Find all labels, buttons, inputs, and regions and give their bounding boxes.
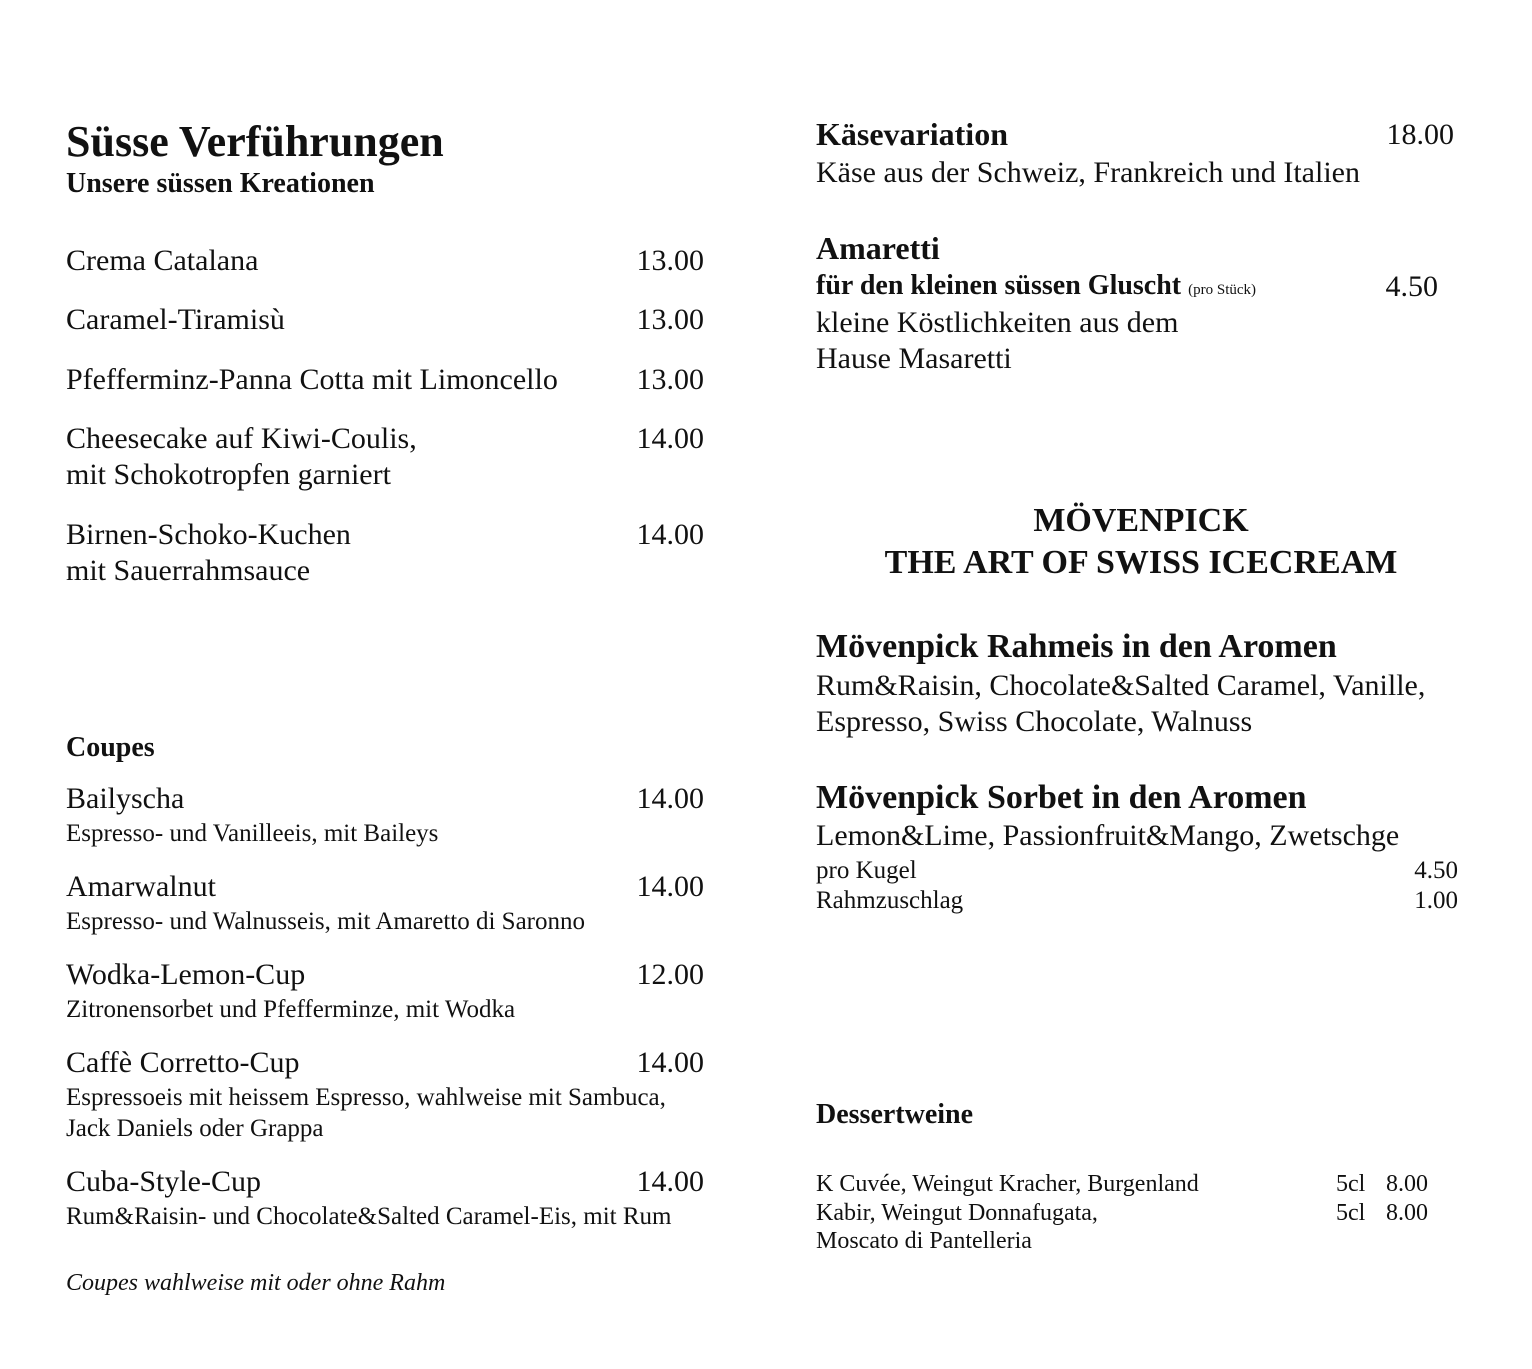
dessert-name-cont: mit Sauerrahmsauce (66, 554, 311, 587)
coupe-description: Espressoeis mit heissem Espresso, wahlweise mit Sambuca, (66, 1084, 666, 1111)
dessert-price: 14.00 (636, 518, 704, 551)
coupe-price: 14.00 (636, 1046, 704, 1079)
dessert-name-cont: mit Schokotropfen garniert (66, 458, 391, 491)
dessert-name: Caramel-Tiramisù (66, 303, 285, 336)
coupe-description-cont: Jack Daniels oder Grappa (66, 1115, 324, 1142)
coupe-description: Espresso- und Walnusseis, mit Amaretto di Saronno (66, 908, 586, 935)
coupe-description: Zitronensorbet und Pfefferminze, mit Wodka (66, 996, 516, 1023)
wine-size: 5cl (1336, 1171, 1366, 1197)
kugel-label: pro Kugel (816, 857, 917, 884)
coupes-footnote: Coupes wahlweise mit oder ohne Rahm (66, 1270, 446, 1296)
amaretti-line (816, 270, 1256, 302)
coupe-description: Rum&Raisin- und Chocolate&Salted Caramel-Eis, mit Rum (66, 1203, 672, 1230)
wine-price: 8.00 (1386, 1171, 1428, 1197)
kase-title: Käsevariation (816, 116, 1008, 152)
coupe-description: Espresso- und Vanilleeis, mit Baileys (66, 820, 439, 847)
movenpick-heading: MÖVENPICK (1033, 502, 1249, 539)
coupes-heading: Coupes (66, 732, 155, 763)
coupe-name: Caffè Corretto-Cup (66, 1046, 300, 1079)
wine-name: K Cuvée, Weingut Kracher, Burgenland (816, 1171, 1199, 1197)
sorbet-title: Mövenpick Sorbet in den Aromen (816, 779, 1307, 816)
coupe-price: 14.00 (636, 1165, 704, 1198)
dessert-name: Birnen-Schoko-Kuchen (66, 518, 351, 551)
kase-price: 18.00 (1386, 118, 1454, 151)
rahmeis-flavours-cont: Espresso, Swiss Chocolate, Walnuss (816, 705, 1253, 738)
sorbet-flavours: Lemon&Lime, Passionfruit&Mango, Zwetschge (816, 819, 1400, 852)
amaretti-title: Amaretti (816, 230, 940, 266)
coupe-price: 12.00 (636, 958, 704, 991)
dessert-name: Cheesecake auf Kiwi-Coulis, (66, 422, 417, 455)
dessert-price: 13.00 (636, 303, 704, 336)
dessertweine-heading: Dessertweine (816, 1099, 974, 1130)
dessert-price: 13.00 (636, 363, 704, 396)
kase-description: Käse aus der Schweiz, Frankreich und Italien (816, 156, 1360, 189)
coupe-price: 14.00 (636, 782, 704, 815)
coupe-name: Wodka-Lemon-Cup (66, 958, 306, 991)
page-title: Süsse Verführungen (66, 117, 444, 166)
amaretti-price: 4.50 (1385, 270, 1438, 303)
rahmeis-flavours: Rum&Raisin, Chocolate&Salted Caramel, Vanille, (816, 669, 1426, 702)
coupe-name: Bailyscha (66, 782, 185, 815)
amaretti-note: (pro Stück) (1188, 282, 1257, 298)
coupe-name: Amarwalnut (66, 870, 216, 903)
rahmeis-title: Mövenpick Rahmeis in den Aromen (816, 628, 1337, 665)
wine-name-cont: Moscato di Pantelleria (816, 1228, 1032, 1254)
rahm-price: 1.00 (1414, 887, 1458, 914)
amaretti-description-cont: Hause Masaretti (816, 342, 1012, 375)
coupe-price: 14.00 (636, 870, 704, 903)
coupe-name: Cuba-Style-Cup (66, 1165, 261, 1198)
amaretti-line-text: für den kleinen süssen Gluscht (816, 270, 1182, 301)
movenpick-subheading: THE ART OF SWISS ICECREAM (884, 544, 1398, 581)
dessert-name: Crema Catalana (66, 244, 259, 277)
kugel-price: 4.50 (1414, 857, 1458, 884)
dessert-price: 14.00 (636, 422, 704, 455)
amaretti-description: kleine Köstlichkeiten aus dem (816, 306, 1179, 339)
wine-name: Kabir, Weingut Donnafugata, (816, 1200, 1098, 1226)
page-subtitle: Unsere süssen Kreationen (66, 168, 375, 199)
dessert-price: 13.00 (636, 244, 704, 277)
rahm-label: Rahmzuschlag (816, 887, 964, 914)
wine-size: 5cl (1336, 1200, 1366, 1226)
dessert-name: Pfefferminz-Panna Cotta mit Limoncello (66, 363, 558, 396)
wine-price: 8.00 (1386, 1200, 1428, 1226)
